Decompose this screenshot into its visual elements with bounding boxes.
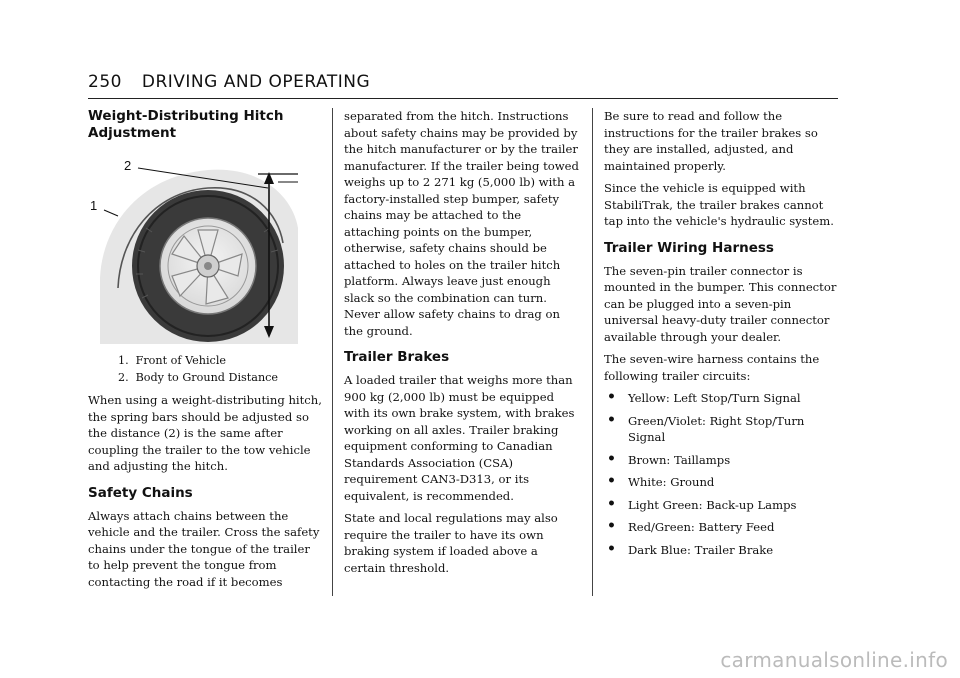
caption-item: 2. Body to Ground Distance [118, 371, 279, 384]
column-2 [344, 108, 580, 582]
list-item: • Red/Green: Battery Feed [607, 518, 775, 534]
trailer-brakes-paragraph: A loaded trailer that weighs more than 900 kg (2,000 lb) must be equipped with its own brake system, with brakes working on all axles. Trailer braking equipment conforming to Canadian Standards Association (CSA) requirement CAN3-D313, or its equivalent, is recommended. [344, 373, 575, 503]
column-1 [88, 108, 323, 596]
section-title: DRIVING AND OPERATING [141, 72, 371, 92]
figure-label-1: 1 [90, 198, 98, 213]
page-header [88, 72, 370, 92]
safety-chains-paragraph: Always attach chains between the vehicle and the trailer. Cross the safety chains under the tongue of the trailer to help prevent the tongue from contacting the road if it becomes [88, 508, 320, 589]
page-number: 250 [88, 72, 122, 92]
brakes-instructions-paragraph: Be sure to read and follow the instructions for the trailer brakes so they are installed, adjusted, and maintained properly. [604, 109, 818, 173]
stabilitrak-paragraph: Since the vehicle is equipped with StabiliTrak, the trailer brakes cannot tap into the vehicle's hydraulic system. [604, 181, 834, 228]
figure-caption [88, 352, 323, 386]
circuit-list [604, 390, 840, 558]
connector-paragraph: The seven-pin trailer connector is mounted in the bumper. This connector can be plugged into a seven-pin universal heavy-duty trailer connector available through your dealer. [604, 263, 837, 344]
heading-hitch-adjustment: Weight-Distributing Hitch Adjustment [88, 108, 284, 141]
wheel-diagram [88, 158, 323, 344]
harness-paragraph: The seven-wire harness contains the following trailer circuits: [604, 352, 820, 383]
heading-trailer-brakes: Trailer Brakes [344, 349, 450, 365]
regulations-paragraph: State and local regulations may also require the trailer to have its own braking system if loaded above a certain threshold. [344, 511, 558, 575]
header-rule [88, 98, 838, 99]
hitch-paragraph: When using a weight-distributing hitch, the spring bars should be adjusted so the distance (2) is the same after coupling the trailer to the tow vehicle and adjusting the hitch. [88, 393, 322, 473]
list-item: • Green/Violet: Right Stop/Turn Signal [607, 411, 805, 444]
figure-label-2: 2 [124, 158, 132, 173]
callout-line-1 [104, 210, 118, 216]
list-item: • White: Ground [607, 473, 715, 489]
list-item: • Dark Blue: Trailer Brake [607, 540, 774, 557]
caption-item: 1. Front of Vehicle [118, 354, 227, 367]
column-divider-2 [592, 108, 593, 596]
list-item: • Brown: Taillamps [607, 450, 731, 467]
heading-wiring-harness: Trailer Wiring Harness [604, 239, 774, 256]
watermark: carmanualsonline.info [720, 648, 948, 672]
safety-chains-paragraph-cont: separated from the hitch. Instructions about safety chains may be provided by the hitch manufacturer or by the trailer manufacturer. If the trailer being towed weighs up to 2 271 kg (5,000 lb) with a factory-installed step bumper, safety chains may be attached to the attaching points on the bumper, otherwise, safety chains should be attached to holes on the trailer hitch platform. Always leave just enough slack so the combination can turn. Never allow safety chains to drag on the ground. [344, 109, 579, 338]
list-item: • Yellow: Left Stop/Turn Signal [607, 389, 801, 405]
column-divider-1 [332, 108, 333, 596]
list-item: • Light Green: Back-up Lamps [607, 495, 797, 512]
heading-safety-chains: Safety Chains [88, 484, 193, 501]
column-3 [604, 108, 840, 564]
